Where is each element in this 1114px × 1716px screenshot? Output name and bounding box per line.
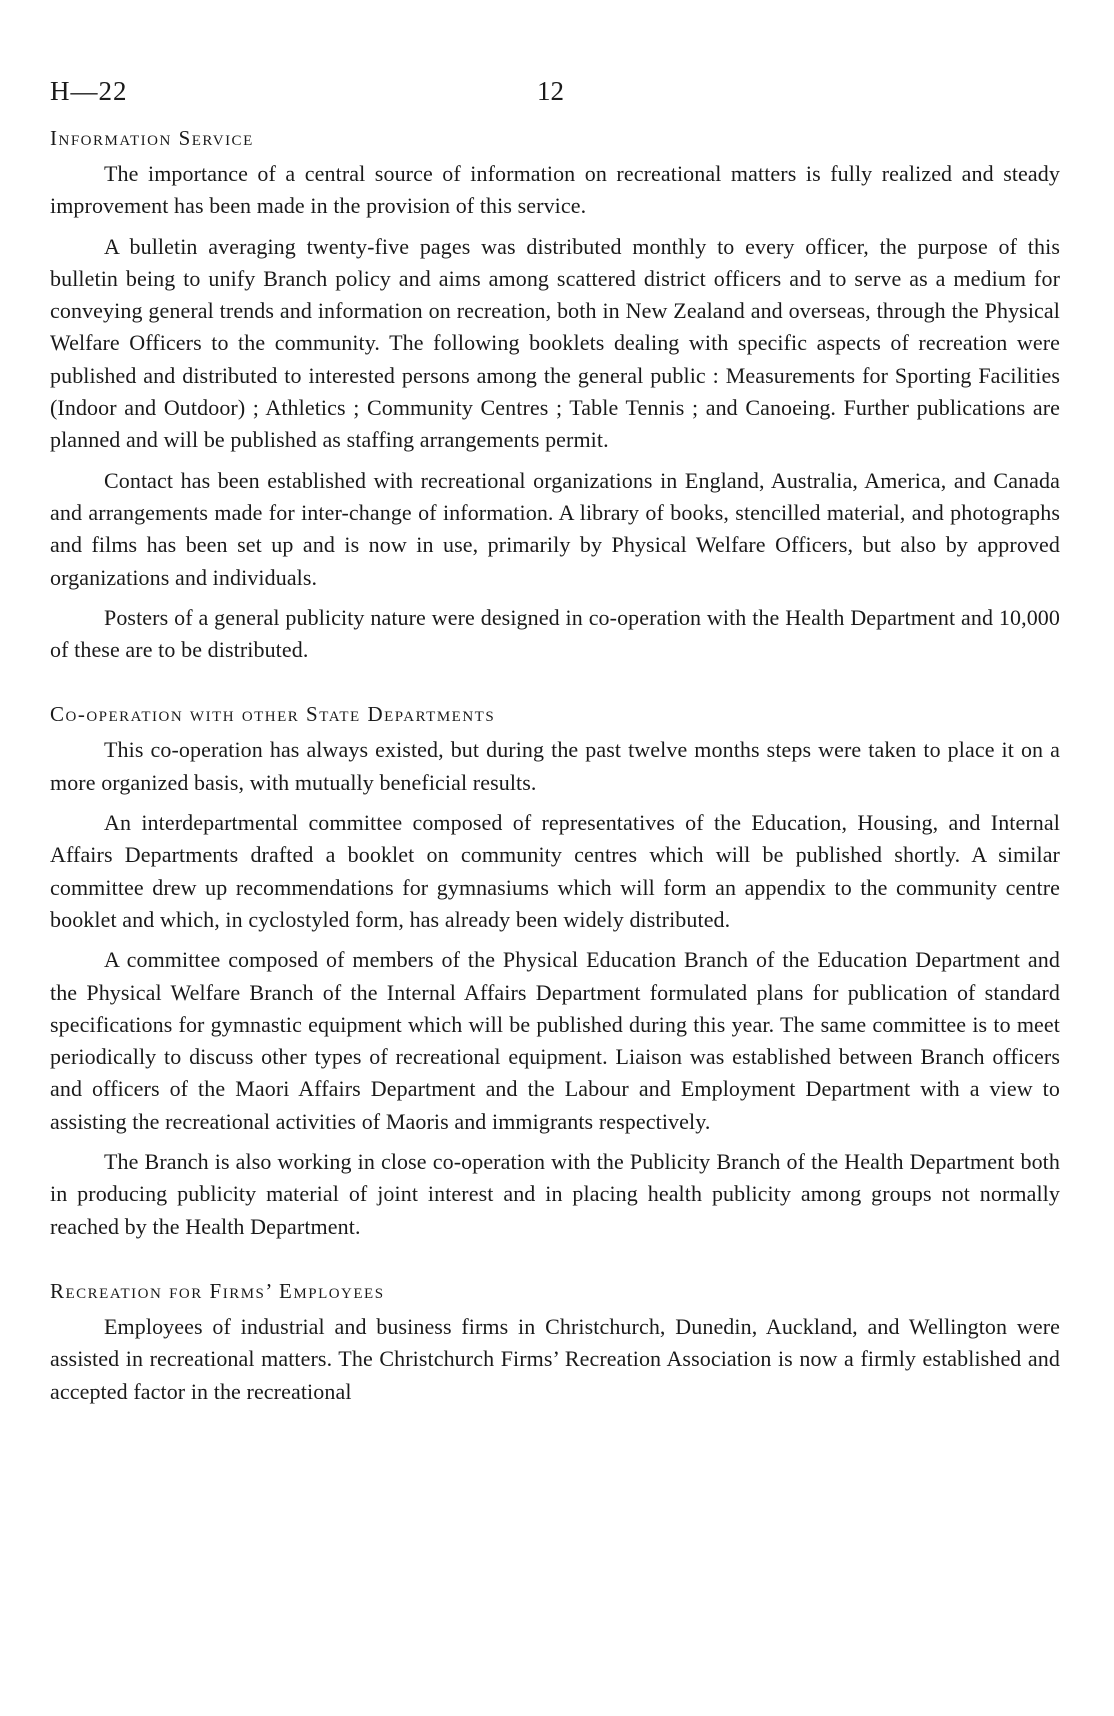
page-number: 12 [537, 76, 564, 106]
paragraph: The Branch is also working in close co-operation with the Publicity Branch of the Health Department both in producing publicity material of joint interest and in placing health publicity among groups not normally reached by the Health Department. [50, 1149, 1060, 1239]
paragraph: A bulletin averaging twenty-five pages was distributed monthly to every officer, the purpose of this bulletin being to unify Branch policy and aims among scattered district officers and to serve as a medium for conveying general trends and information on recreation, both in New Zealand and overseas, through the Physical Welfare Officers to the community. The following booklets dealing with specific aspects of recreation were published and distributed to interested persons among the general public : Measurements for Sporting Facilities (Indoor and Outdoor) ; Athletics ; Community Centres ; Table Tennis ; and Canoeing. Further publications are planned and will be published as staffing arrangements permit. [50, 233, 1060, 453]
paragraph: An interdepartmental committee composed of representatives of the Education, Housing, and Internal Affairs Departments drafted a booklet on community centres which will be published shortly. A similar committee drew up recommendations for gymnasiums which will form an appendix to the community centre booklet and which, in cyclostyled form, has already been widely distributed. [50, 810, 1060, 932]
paragraph: The importance of a central source of information on recreational matters is fully realized and steady improvement has been made in the provision of this service. [50, 161, 1060, 219]
section-heading: Co-operation with other State Departments [50, 702, 496, 727]
paragraph: Employees of industrial and business firms in Christchurch, Dunedin, Auckland, and Wellington were assisted in recreational matters. The Christchurch Firms’ Recreation Association is now a firmly established and accepted factor in the recreational [50, 1313, 1060, 1404]
page-header [50, 76, 1060, 124]
paragraph: This co-operation has always existed, but during the past twelve months steps were taken to place it on a more organized basis, with mutually beneficial results. [50, 737, 1060, 795]
document-page [50, 76, 1060, 1442]
section-cooperation-state-departments [50, 700, 1060, 1242]
section-heading: Recreation for Firms’ Employees [50, 1278, 385, 1303]
section-heading: Information Service [50, 126, 254, 150]
section-information-service [50, 124, 1060, 666]
paragraph: A committee composed of members of the Physical Education Branch of the Education Department and the Physical Welfare Branch of the Internal Affairs Department formulated plans for publication of standard specifications for gymnastic equipment which will be published during this year. The same committee is to meet periodically to discuss other types of recreational equipment. Liaison was established between Branch officers and officers of the Maori Affairs Department and the Labour and Employment Department with a view to assisting the recreational activities of Maoris and immigrants respectively. [50, 947, 1060, 1134]
document-code: H—22 [50, 76, 128, 106]
paragraph: Posters of a general publicity nature were designed in co-operation with the Health Department and 10,000 of these are to be distributed. [50, 604, 1060, 663]
section-recreation-firms-employees [50, 1277, 1060, 1408]
paragraph: Contact has been established with recreational organizations in England, Australia, America, and Canada and arrangements made for inter-change of information. A library of books, stencilled material, and photographs and films has been set up and is now in use, primarily by Physical Welfare Officers, but also by approved organizations and individuals. [50, 467, 1060, 590]
